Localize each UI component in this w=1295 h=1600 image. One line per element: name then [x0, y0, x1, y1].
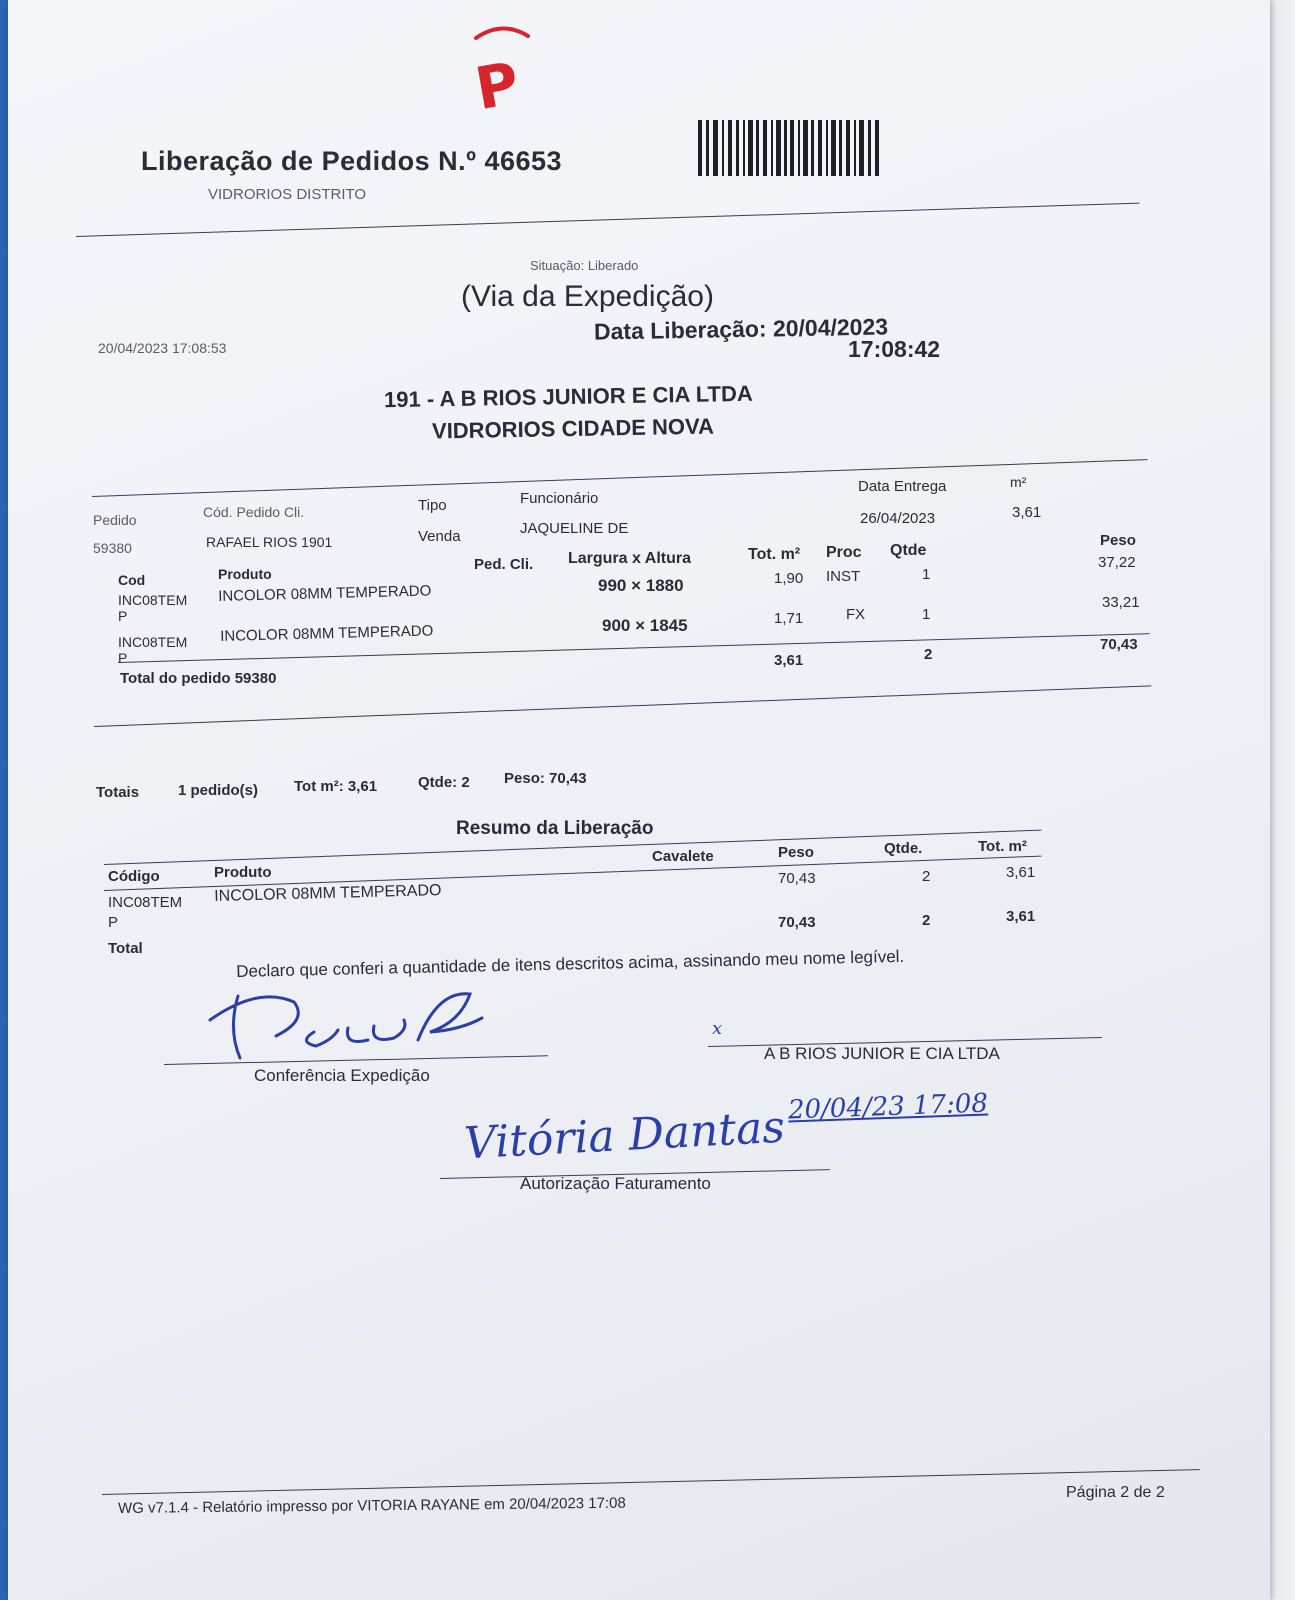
- handwritten-datetime: 20/04/23 17:08: [787, 1088, 989, 1126]
- resumo-codigo: INC08TEM: [108, 894, 183, 911]
- order-top-divider: [92, 459, 1147, 497]
- resumo-codigo-suffix: P: [108, 914, 119, 931]
- order-bottom-divider: [94, 685, 1151, 727]
- order-total-qtde: 2: [924, 646, 933, 663]
- item-tot-m2: 1,71: [774, 610, 804, 627]
- footer-printed-by: WG v7.1.4 - Relatório impresso por VITORIA RAYANE em 20/04/2023 17:08: [118, 1494, 626, 1517]
- col-cod: Cod: [118, 572, 146, 588]
- resumo-col-produto: Produto: [214, 864, 272, 881]
- client-name: 191 - A B RIOS JUNIOR E CIA LTDA: [383, 380, 753, 413]
- item-produto: INCOLOR 08MM TEMPERADO: [220, 622, 434, 645]
- col-m2: m²: [1010, 474, 1027, 490]
- item-cod-suffix: P: [118, 608, 128, 624]
- order-total-label: Total do pedido 59380: [120, 670, 277, 687]
- footer-divider: [102, 1469, 1200, 1495]
- resumo-total-peso: 70,43: [778, 914, 816, 931]
- item-qtde: 1: [922, 566, 931, 583]
- header-divider: [76, 203, 1140, 237]
- col-tot-m2: Tot. m²: [748, 546, 801, 563]
- declaration-text: Declaro que conferi a quantidade de itens descritos acima, assinando meu nome legível.: [236, 946, 905, 981]
- resumo-col-cavalete: Cavalete: [652, 848, 714, 865]
- resumo-total-label: Total: [108, 940, 143, 957]
- item-cod: INC08TEM: [118, 592, 188, 608]
- cliente-label: A B RIOS JUNIOR E CIA LTDA: [764, 1044, 1000, 1063]
- data-entrega-value: 26/04/2023: [860, 510, 936, 527]
- resumo-qtde: 2: [922, 868, 931, 885]
- col-data-entrega: Data Entrega: [858, 478, 947, 495]
- client-signature-mark: x: [712, 1018, 723, 1039]
- company-subtitle: VIDRORIOS DISTRITO: [208, 186, 367, 203]
- totals-label: Totais: [96, 784, 140, 801]
- item-qtde: 1: [922, 606, 931, 623]
- col-proc: Proc: [826, 544, 862, 561]
- handwritten-mark-letter: P: [470, 48, 525, 124]
- resumo-peso: 70,43: [778, 870, 816, 887]
- order-total-m2: 3,61: [774, 652, 804, 669]
- funcionario-value: JAQUELINE DE: [520, 520, 629, 537]
- resumo-total-qtde: 2: [922, 912, 931, 929]
- col-pedido: Pedido: [93, 512, 137, 528]
- footer-page-number: Página 2 de 2: [1066, 1484, 1165, 1501]
- col-tipo: Tipo: [418, 497, 447, 514]
- item-tot-m2: 1,90: [774, 570, 804, 587]
- client-store: VIDRORIOS CIDADE NOVA: [431, 413, 715, 444]
- totals-m2: Tot m²: 3,61: [294, 778, 378, 795]
- totals-peso: Peso: 70,43: [504, 770, 587, 787]
- document-page: [8, 0, 1270, 1600]
- totals-qtde: Qtde: 2: [418, 774, 470, 791]
- pedido-value: 59380: [93, 540, 132, 556]
- col-cod-pedido-cli: Cód. Pedido Cli.: [203, 504, 305, 520]
- resumo-col-peso: Peso: [778, 844, 814, 861]
- item-peso: 33,21: [1102, 594, 1140, 611]
- resumo-tot-m2: 3,61: [1006, 864, 1036, 881]
- print-datetime: 20/04/2023 17:08:53: [98, 340, 227, 356]
- col-produto: Produto: [218, 566, 272, 582]
- item-dims: 990 × 1880: [598, 576, 684, 595]
- tipo-value: Venda: [418, 528, 461, 545]
- col-ped-cli: Ped. Cli.: [474, 556, 534, 573]
- cod-pedido-cli-value: RAFAEL RIOS 1901: [206, 534, 333, 550]
- resumo-produto: INCOLOR 08MM TEMPERADO: [214, 882, 442, 905]
- resumo-total-m2: 3,61: [1006, 908, 1036, 925]
- col-qtde: Qtde: [890, 542, 927, 559]
- resumo-col-tot-m2: Tot. m²: [978, 838, 1027, 855]
- signature-autorizacao: Vitória Dantas: [462, 1101, 787, 1170]
- resumo-col-codigo: Código: [108, 868, 160, 885]
- totals-pedidos: 1 pedido(s): [178, 782, 259, 799]
- item-proc: INST: [826, 568, 861, 585]
- conferencia-label: Conferência Expedição: [254, 1066, 430, 1085]
- m2-value: 3,61: [1012, 504, 1042, 521]
- item-produto: INCOLOR 08MM TEMPERADO: [218, 582, 432, 605]
- resumo-title: Resumo da Liberação: [456, 818, 654, 839]
- data-liberacao: Data Liberação: 20/04/2023: [593, 313, 889, 345]
- resumo-col-qtde: Qtde.: [884, 840, 923, 857]
- barcode: [698, 118, 888, 180]
- item-proc: FX: [846, 606, 866, 623]
- document-title: Liberação de Pedidos N.º 46653: [141, 146, 563, 176]
- via-label: (Via da Expedição): [461, 280, 714, 313]
- autorizacao-label: Autorização Faturamento: [520, 1174, 711, 1193]
- item-cod-suffix: P: [118, 650, 128, 666]
- item-dims: 900 × 1845: [602, 616, 688, 635]
- situacao-label: Situação: Liberado: [530, 258, 639, 273]
- data-liberacao-time: 17:08:42: [848, 336, 941, 362]
- item-cod: INC08TEM: [118, 634, 188, 650]
- col-largura-altura: Largura x Altura: [568, 550, 691, 567]
- item-peso: 37,22: [1098, 554, 1136, 571]
- order-total-peso: 70,43: [1100, 636, 1138, 653]
- col-peso: Peso: [1100, 532, 1136, 549]
- col-funcionario: Funcionário: [520, 490, 599, 507]
